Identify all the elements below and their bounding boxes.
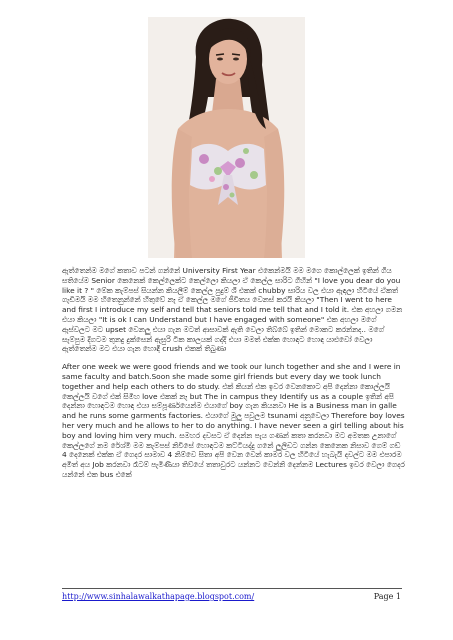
page-number: Page 1 <box>373 592 401 601</box>
footer-divider <box>62 588 402 589</box>
paragraph-1: ඇත්තෙන්ම මගේ කතාව පටන් ගන්නේ University First Year එකෙන්මයි මම මගෙ කොල්ලෙක් ඉතින් ගිය සතියේම Senior කෙනෙක් කෙල්ලෙක්ට කෙල්ලො කියලා ඒ කෙල්ල සාරිට ගිහින් "I love you dear do you like it ? " මේක කැම්පස් සියන්න කියලීම් කෙල්ල පුදුම් ශී එකක් chubby සාරිය වල එයා ඇඳලා හිටියේ ඒකත් ගැඩිමයි මම හිතෙනුන්නේ හිතුවේ නෑ ඒ කෙල්ල මගේ ජීවිතය වෙනස් කරයි කියලා "Then I went to here and first I introduce my self and tell that seniors told me tell that and I told it. එක අහලා ගමන එයා කියලා "It is ok I can Understand but I have engaged with someone" එක අහලා මගේ ඇස්වලට මට upset වෙනලු එයා ගැන මටත් ආසාවක් ඇති වෙලා තිබ්බේ ඉතින් මොකට කරන්නද.. මගේ සැම්පුම දිගටම තුනදු දුක්සෙන් ඇසුරි ටික කාලයක් ගද්දි එයා මමත් එක්ක හොඳට හොඳ යාළුවෝ වෙලා ඇත්තෙන්ම මට එයා ගැන හොඳි crush එකක් තිබුණා <box>62 266 403 354</box>
article-body <box>62 266 405 480</box>
footer-url-link[interactable]: http://www.sinhalawalkathapage.blogspot.com/ <box>62 592 255 601</box>
paragraph-2: After one week we were good friends and we took our lunch together and she and I were in same faculty and batch.Soon she made some girl friends but every day we took lunch together and help each others to do study. එක් කියන් එක ඉවර වෙනකොට අපි දෙන්නා කොල්ලයි කෙල්ලයි වගේ එක් සිමිහ love එකක් නෑ but The in campus they Identify us as a couple ඉතින් අපි දෙන්නා හොඳටම හොඳ එයා සම්පූර්ණයෙන්ම එයාගේ boy ගැන කියනවා He is a Business man in galle and he runs some garments factories. එයාගේ මුලු පවුලම tsunami අනුවෙලා Therefore boy loves her very much and he allows to her to do anything. I have never seen a girl telling about his boy and loving him very much. සමහර දවසට ඒ දෙන්න පැය ගණන් කතා කරනවා මට අමතක උනාගේ කෙල්ලගේ නම රේශ්මි මම කැම්පස් නිවිසේ හොඳටම කට්ටියද්දු ගනේ ලුලිඩට ගන්න කෙනෙක නිසාව ගෙම් ගඩ් 4 දෙනෙක් එක්ක ඒ ගෙදර සාමාව 4 නිම්වෙ සිතා අපි වෙන වෙන් කාමර වල හිටියේ හැබැයි දවල්ට මම එපාරම අමිත් අය Job කරනවා රෑටම් පැමිණීයා තිව්යේ තතාවුරට යන්නට වෙන්නි දෙන්නම Lectures ඉවර වෙලා ගෙදර යන්නේ එක bus එකේ <box>62 362 405 479</box>
portrait-illustration <box>148 17 305 258</box>
portrait-photo <box>148 17 305 258</box>
